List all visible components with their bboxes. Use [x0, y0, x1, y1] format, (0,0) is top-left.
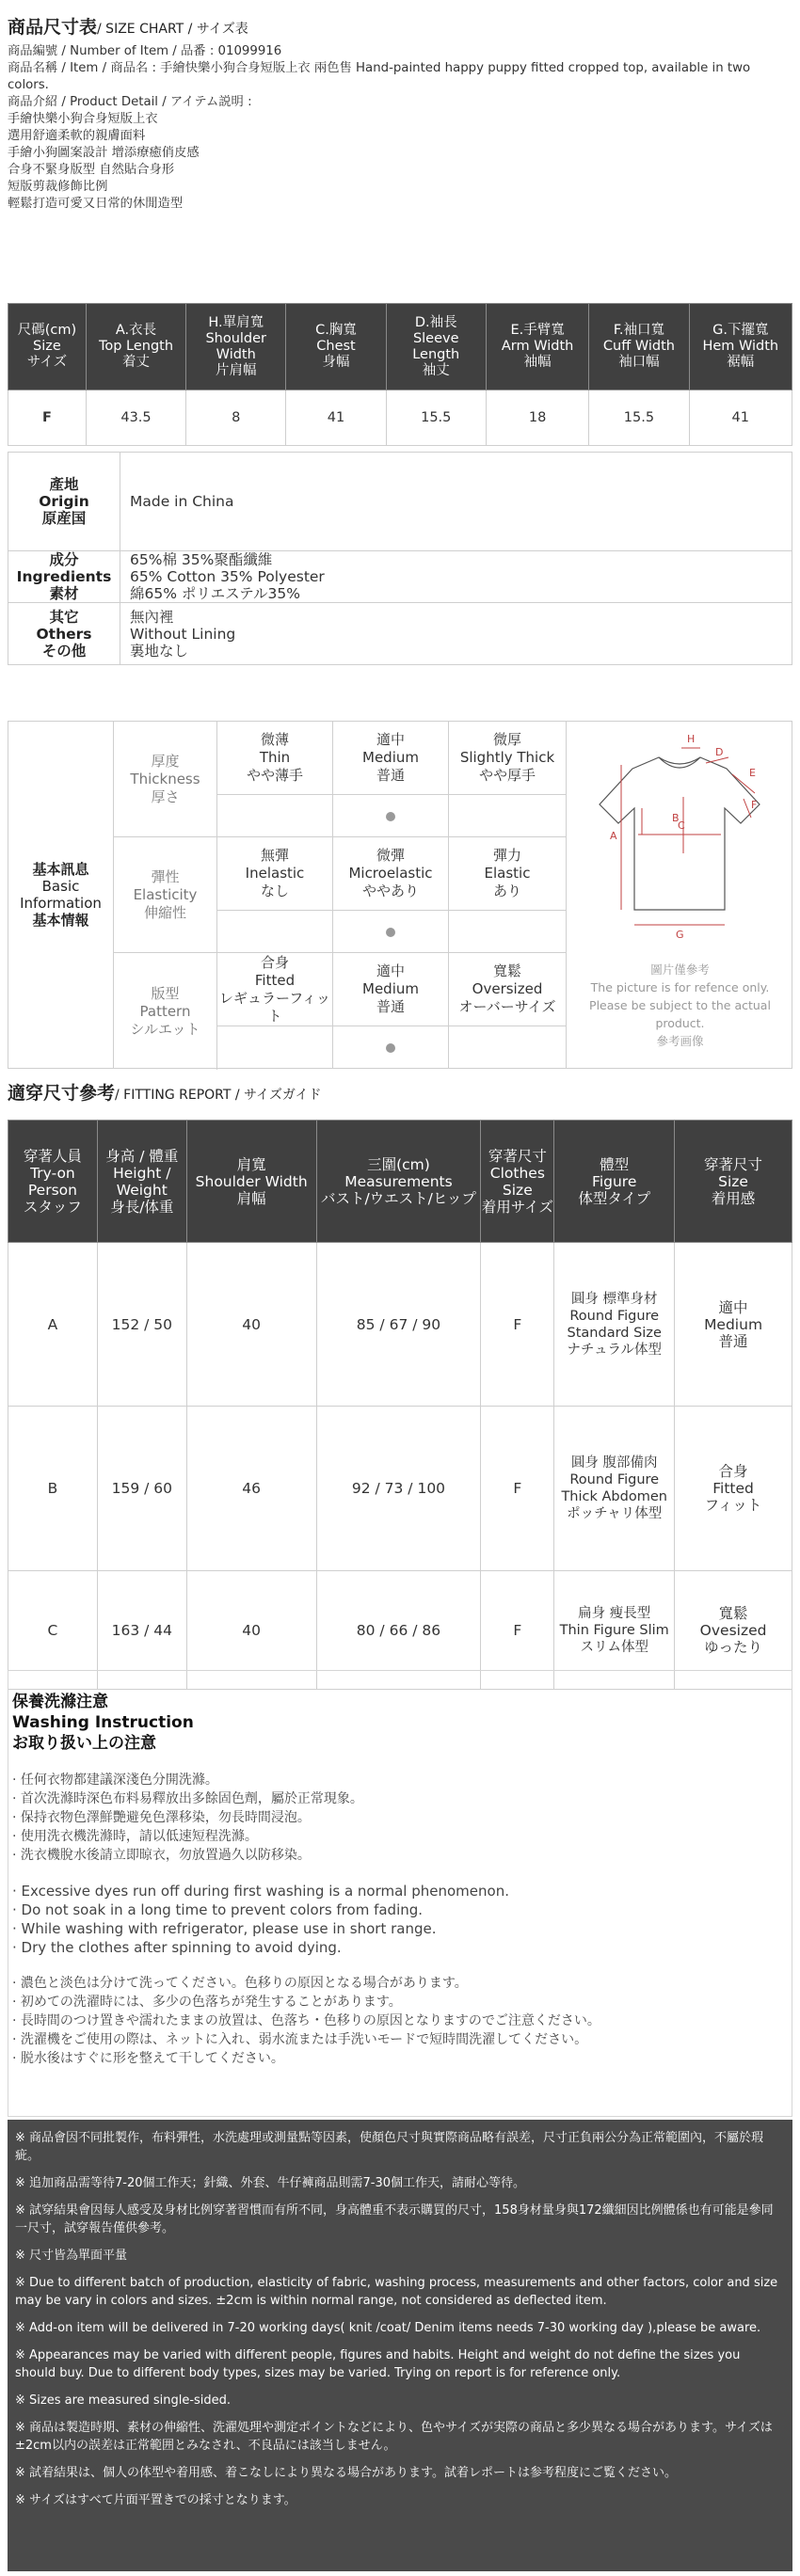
note-item: ※ Due to different batch of production, elasticity of fabric, washing process, measurements and other factors, color and size may be vary in colors and sizes. ±2cm is within normal range, not considered as deflected item.: [15, 2276, 778, 2308]
fitting-header-line: Height / Weight: [113, 1164, 171, 1199]
fitting-cell: 163 / 44: [97, 1571, 186, 1690]
info-line: 手繪小狗圖案設計 增添療癒俏皮感: [8, 146, 200, 160]
washing-item: · 洗濯機をご使用の際は、ネットに入れ、弱水流または手洗いモードで短時間洗濯してください。: [12, 2032, 588, 2047]
info-line: 商品介紹 / Product Detail / アイテム説明 :: [8, 95, 252, 109]
selected-dot-icon: [386, 1043, 395, 1053]
size-cell: 15.5: [386, 390, 486, 446]
attribute-option-line: 合身: [260, 953, 289, 971]
washing-item: · Dry the clothes after spinning to avoid dying.: [12, 1939, 342, 1956]
note-item: ※ Sizes are measured single-sided.: [15, 2393, 232, 2408]
washing-item: · Do not soak in a long time to prevent colors from fading.: [12, 1901, 424, 1918]
attribute-dot-cell: [217, 911, 333, 953]
attribute-label-line: Elasticity: [133, 885, 198, 903]
page-title: 商品尺寸表/ SIZE CHART / サイズ表: [8, 17, 248, 38]
fitting-header: [675, 1121, 792, 1243]
caption-line: 參考画像: [656, 1034, 704, 1048]
washing-gap: [12, 1957, 792, 1974]
note-item: ※ 商品は製造時期、素材の伸縮性、洗濯処理や測定ポイントなどにより、色やサイズが実際の商品と多少異なる場合があります。サイズは±2cm以内の誤差は正常範囲とみなされ、不良品には該当しません。: [15, 2421, 773, 2453]
fitting-header-line: Shoulder Width: [195, 1172, 308, 1190]
washing-item: · 任何衣物都建議深淺色分開洗滌。: [12, 1773, 218, 1788]
size-cell: 43.5: [86, 390, 185, 446]
attribute-label-line: シルエット: [130, 1020, 200, 1038]
figure-line: Round Figure Thick Abdomen: [561, 1472, 667, 1504]
garment-diagram: [566, 722, 792, 1068]
fitting-header: [97, 1121, 186, 1243]
info-line: 商品編號 / Number of Item / 品番 : 01099916: [8, 44, 282, 58]
attribute-option-line: 微厚: [492, 731, 521, 748]
fitting-cell: B: [8, 1407, 98, 1571]
material-key: [8, 551, 120, 603]
note-item: ※ Add-on item will be delivered in 7-20 working days( knit /coat/ Denim items needs 7-30 working day ),please be aware.: [15, 2321, 761, 2335]
attribute-option-line: Oversized: [472, 980, 543, 997]
fitting-cell: 92 / 73 / 100: [316, 1407, 481, 1571]
material-key-zh: 其它: [49, 608, 79, 626]
material-key: [8, 603, 120, 665]
attribute-option-line: レギュラーフィット: [218, 989, 331, 1025]
washing-item: · 洗衣機脫水後請立即晾衣，勿放置過久以防移染。: [12, 1848, 311, 1863]
washing-title-line: 保養洗滌注意: [12, 1693, 108, 1711]
size-header: [286, 304, 386, 390]
attribute-option-line: Inelastic: [245, 865, 305, 882]
attribute-option-line: Medium: [362, 980, 419, 997]
washing-title: [12, 1692, 792, 1754]
material-value-line: 裏地なし: [130, 642, 189, 660]
attribute-label-line: 伸縮性: [143, 903, 186, 921]
fitting-header-line: 三圍(cm): [367, 1155, 430, 1173]
washing-item: · 使用洗衣機洗滌時，請以低速短程洗滌。: [12, 1829, 258, 1844]
attribute-grid: [114, 722, 566, 1068]
materials-table: [8, 452, 792, 665]
fitting-header: [554, 1121, 675, 1243]
diagram-letter: C: [678, 819, 685, 832]
fit-line: 合身: [718, 1463, 748, 1480]
diagram-letter: D: [715, 746, 724, 758]
material-value-line: Made in China: [130, 493, 234, 510]
size-chart-header: [8, 13, 792, 43]
info-line: 手繪快樂小狗合身短版上衣: [8, 112, 158, 126]
fitting-cell: 46: [186, 1407, 316, 1571]
material-value-line: 綿65% ポリエステル35%: [130, 585, 300, 602]
attribute-option-line: 彈力: [492, 847, 521, 864]
size-header-line: A.衣長: [115, 323, 157, 338]
attribute-row: [114, 953, 566, 1070]
fitting-row: [8, 1407, 792, 1571]
fitting-header-line: Try-on Person: [27, 1164, 77, 1199]
note-item: ※ 尺寸皆為單面平量: [15, 2249, 128, 2263]
material-value-line: 無內裡: [130, 608, 174, 626]
size-table: [8, 303, 792, 446]
washing-item: · 保持衣物色澤鮮艷避免色澤移染，勿長時間浸泡。: [12, 1810, 311, 1825]
diagram-letter: E: [749, 767, 756, 779]
fitting-cell: F: [481, 1407, 554, 1571]
fit-line: 普通: [718, 1332, 748, 1350]
attribute-option: [449, 837, 566, 911]
material-key-jp: その他: [41, 642, 87, 660]
washing-item: · 濃色と淡色は分けて洗ってください。色移りの原因となる場合があります。: [12, 1976, 468, 1991]
fitting-header-line: 穿著人員: [23, 1147, 82, 1165]
attribute-option: [217, 837, 333, 911]
fit-line: フィット: [704, 1497, 762, 1514]
washing-item: · 長時間のつけ置きや濡れたままの放置は、色落ち・色移りの原因となりますのでご注意ください。: [12, 2013, 600, 2028]
product-info: [8, 43, 792, 213]
material-key-en: Ingredients: [16, 568, 112, 585]
info-line: 短版剪裁修飾比例: [8, 180, 108, 194]
size-cell: 41: [286, 390, 386, 446]
fitting-header: [481, 1121, 554, 1243]
fit-line: Fitted: [712, 1480, 754, 1497]
material-key-zh: 成分: [49, 551, 79, 568]
fitting-report-table: [8, 1120, 792, 1690]
fitting-cell: A: [8, 1243, 98, 1407]
washing-gap: [12, 1865, 792, 1882]
washing-list: [12, 1771, 792, 2068]
size-header-line: 裾幅: [727, 355, 755, 370]
figure-line: ナチュラル体型: [567, 1342, 663, 1358]
size-header: [689, 304, 792, 390]
size-cell: 15.5: [589, 390, 689, 446]
size-header-line: 尺碼(cm): [17, 323, 77, 338]
attribute-option-line: あり: [492, 883, 521, 899]
caption-line: 圖片僅參考: [650, 962, 710, 977]
note-item: ※ 商品會因不同批製作，布料彈性，水洗處理或測量點等因素，使顏色尺寸與實際商品略有誤差，尺寸正負兩公分為正常範圍內，不屬於瑕疵。: [15, 2131, 764, 2163]
attribute-label: [114, 837, 217, 952]
note-item: ※ 追加商品需等待7-20個工作天；針織、外套、牛仔褲商品則需7-30個工作天，請耐心等待。: [15, 2176, 526, 2190]
attribute-option: [217, 722, 333, 795]
fitting-header: [8, 1121, 98, 1243]
attribute-option: [333, 722, 449, 795]
fitting-feel: [675, 1407, 792, 1571]
fitting-feel: [675, 1243, 792, 1407]
attribute-option-line: 適中: [376, 731, 405, 748]
size-header-line: Top Length: [98, 339, 174, 354]
size-row: [8, 390, 792, 446]
washing-title-line: お取り扱い上の注意: [12, 1734, 156, 1753]
fitting-cell: 159 / 60: [97, 1407, 186, 1571]
fitting-header-line: 身長/体重: [110, 1198, 174, 1216]
picture-caption: [567, 961, 793, 1050]
fitting-header: [186, 1121, 316, 1243]
size-header-line: D.袖長: [414, 314, 457, 330]
attribute-dot-cell: [449, 795, 566, 837]
fitting-header-line: 体型タイプ: [578, 1189, 651, 1207]
diagram-letter: G: [676, 929, 684, 941]
material-key-en: Origin: [39, 493, 89, 510]
caption-line: Please be subject to the actual product.: [589, 998, 771, 1030]
diagram-letter: F: [751, 799, 758, 811]
washing-instructions: [8, 1670, 792, 2117]
size-cell: 41: [689, 390, 792, 446]
size-header-line: サイズ: [26, 355, 68, 370]
size-header: [86, 304, 185, 390]
attribute-option-line: 適中: [376, 962, 405, 979]
size-header-line: Sleeve Length: [412, 330, 460, 362]
material-key-en: Others: [36, 625, 92, 643]
size-header-line: E.手臂寬: [510, 323, 565, 338]
selected-dot-icon: [386, 812, 395, 821]
fit-line: ゆったり: [704, 1638, 762, 1656]
attribute-option-line: ややあり: [361, 883, 419, 899]
size-header-line: F.袖口寬: [613, 323, 664, 338]
attribute-dot-cell: [333, 911, 449, 953]
size-header: [386, 304, 486, 390]
material-value: [120, 453, 792, 551]
fitting-report-title: 適穿尺寸參考/ FITTING REPORT / サイズガイド: [8, 1083, 322, 1104]
basic-info-panel: [8, 721, 792, 1069]
attribute-option-line: 寬鬆: [492, 962, 521, 979]
figure-line: 圓身 腹部備肉: [570, 1455, 658, 1471]
fit-line: Ovesized: [699, 1621, 767, 1639]
attribute-option-line: 普通: [376, 767, 405, 784]
fitting-header-line: 肩寬: [236, 1155, 266, 1173]
attribute-option: [217, 953, 333, 1026]
size-header-line: 袖丈: [422, 362, 450, 378]
attribute-option: [333, 837, 449, 911]
attribute-option: [449, 953, 566, 1026]
material-value-line: 65%棉 35%聚酯纖維: [130, 551, 273, 568]
fitting-header-line: Figure: [592, 1172, 637, 1190]
attribute-option-line: 無彈: [260, 847, 289, 864]
fitting-header-line: 肩幅: [236, 1189, 266, 1207]
attribute-label-line: 厚度: [151, 752, 180, 770]
fitting-header-line: スタッフ: [23, 1198, 82, 1216]
material-row: [8, 603, 792, 665]
washing-item: · Excessive dyes run off during first washing is a normal phenomenon.: [12, 1883, 509, 1900]
fitting-cell: F: [481, 1571, 554, 1690]
fitting-header-line: バスト/ウエスト/ヒップ: [320, 1189, 476, 1207]
diagram-letter: B: [672, 812, 680, 824]
size-header-line: Shoulder Width: [205, 330, 267, 362]
material-value: [120, 603, 792, 665]
attribute-label-line: 版型: [151, 984, 180, 1002]
material-value-line: Without Lining: [130, 625, 236, 643]
figure-line: Round Figure Standard Size: [567, 1308, 662, 1341]
figure-line: 扁身 瘦長型: [578, 1605, 651, 1621]
note-item: ※ 試着結果は、個人の体型や着用感、着こなしにより異なる場合があります。試着レポートは参考程度にご覧ください。: [15, 2466, 677, 2480]
fit-line: 適中: [718, 1298, 748, 1316]
attribute-option-line: 普通: [376, 998, 405, 1015]
material-key-jp: 素材: [49, 585, 79, 602]
attribute-dot-cell: [217, 795, 333, 837]
size-header-line: 片肩幅: [216, 362, 257, 378]
fitting-cell: 152 / 50: [97, 1243, 186, 1407]
note-item: ※ Appearances may be varied with different people, figures and habits. Height and weight do not define the sizes you should buy. Due to different body types, sizes may be varied. Trying on report is for reference only.: [15, 2348, 741, 2380]
washing-item: · 脱水後はすぐに形を整えて干してください。: [12, 2051, 284, 2066]
fitting-header-line: 穿著尺寸: [488, 1147, 547, 1165]
size-header-line: G.下擺寬: [712, 323, 769, 338]
material-key-zh: 產地: [49, 476, 79, 493]
washing-item: · While washing with refrigerator, please use in short range.: [12, 1920, 437, 1937]
info-line: 合身不緊身版型 自然貼合身形: [8, 163, 175, 177]
attribute-row: [114, 837, 566, 953]
diagram-letter: A: [610, 830, 617, 842]
fitting-header: [316, 1121, 481, 1243]
attribute-dot-cell: [449, 1026, 566, 1069]
attribute-label-line: Thickness: [130, 770, 200, 787]
fitting-header-line: 穿著尺寸: [704, 1155, 763, 1173]
size-header-line: Size: [33, 339, 61, 354]
size-header-line: Arm Width: [501, 339, 574, 354]
attribute-label-line: Pattern: [139, 1002, 191, 1020]
attribute-option-line: 微薄: [260, 731, 289, 748]
figure-line: 圓身 標準身材: [570, 1291, 658, 1307]
attribute-option-line: Microelastic: [348, 865, 433, 882]
fitting-figure: [554, 1407, 675, 1571]
size-cell: F: [8, 390, 87, 446]
attribute-option-line: やや厚手: [478, 767, 536, 784]
fit-line: 寬鬆: [718, 1604, 748, 1622]
attribute-option: [449, 722, 566, 795]
attribute-dot-cell: [333, 1026, 449, 1069]
attribute-dot-cell: [217, 1026, 333, 1069]
note-item: ※ 試穿結果會因每人感受及身材比例穿著習慣而有所不同，身高體重不表示購買的尺寸，158身材量身與172纖細因比例體係也有可能是參同一尺寸，試穿報告僅供參考。: [15, 2203, 774, 2235]
size-header: [8, 304, 87, 390]
diagram-letter: H: [687, 733, 696, 745]
material-row: [8, 453, 792, 551]
size-header-line: H.單肩寬: [208, 314, 264, 330]
fitting-header-line: Clothes Size: [489, 1164, 545, 1199]
note-item: ※ サイズはすべて片面平置きでの採寸となります。: [15, 2493, 296, 2507]
selected-dot-icon: [386, 928, 395, 937]
size-header-line: 袖幅: [523, 355, 552, 370]
attribute-option-line: Slightly Thick: [459, 749, 555, 766]
attribute-option-line: 微彈: [376, 847, 405, 864]
attribute-option-line: Thin: [259, 749, 291, 766]
size-header: [486, 304, 588, 390]
info-line: 商品名稱 / Item / 商品名 : 手繪快樂小狗合身短版上衣 兩色售 Hand-painted happy puppy fitted cropped top, available in two colors.: [8, 61, 751, 92]
attribute-option: [333, 953, 449, 1026]
fitting-cell: C: [8, 1571, 98, 1690]
fitting-cell: F: [481, 1243, 554, 1407]
size-header: [589, 304, 689, 390]
fit-line: Medium: [704, 1315, 763, 1333]
washing-item: · 初めての洗濯時には、多少の色落ちが発生することがあります。: [12, 1995, 402, 2010]
fitting-cell: 40: [186, 1571, 316, 1690]
fitting-header-line: 身高 / 體重: [105, 1147, 179, 1165]
washing-title-line: Washing Instruction: [12, 1713, 194, 1732]
washing-item: · 首次洗滌時深色布料易釋放出多餘固色劑，屬於正常現象。: [12, 1791, 363, 1806]
size-cell: 18: [486, 390, 588, 446]
material-row: [8, 551, 792, 603]
figure-line: Thin Figure Slim: [559, 1622, 669, 1638]
attribute-label: [114, 953, 217, 1070]
size-header-line: 袖口幅: [618, 355, 660, 370]
info-line: 選用舒適柔軟的親膚面料: [8, 129, 146, 143]
size-header-line: C.胸寬: [315, 323, 357, 338]
size-header-line: 着丈: [122, 355, 150, 370]
attribute-dot-cell: [333, 795, 449, 837]
fitting-header-line: 體型: [600, 1155, 630, 1173]
attribute-option-line: Fitted: [254, 971, 296, 989]
fitting-cell: 40: [186, 1243, 316, 1407]
attribute-label-line: 厚さ: [151, 787, 180, 805]
fitting-header-line: Size: [718, 1172, 748, 1190]
attribute-dot-cell: [449, 911, 566, 953]
material-key: [8, 453, 120, 551]
figure-line: ポッチャリ体型: [567, 1506, 663, 1521]
attribute-option-line: やや薄手: [246, 767, 303, 784]
size-header: [186, 304, 286, 390]
tshirt-diagram-icon: [567, 722, 793, 957]
attribute-label-line: 彈性: [151, 867, 180, 885]
caption-line: The picture is for refence only.: [590, 980, 770, 994]
attribute-row: [114, 722, 566, 837]
attribute-option-line: Elastic: [484, 865, 531, 882]
figure-line: スリム体型: [580, 1639, 648, 1655]
basic-info-label: 基本訊息 Basic Information 基本情報: [8, 722, 114, 1068]
fitting-cell: 85 / 67 / 90: [316, 1243, 481, 1407]
size-header-line: Chest: [316, 339, 356, 354]
fitting-header-line: 着用サイズ: [481, 1198, 553, 1216]
size-header-line: Cuff Width: [602, 339, 675, 354]
material-value-line: 65% Cotton 35% Polyester: [130, 568, 325, 585]
fitting-header-line: 着用感: [711, 1189, 756, 1207]
attribute-option-line: なし: [260, 883, 289, 899]
material-key-jp: 原産国: [41, 510, 87, 527]
fitting-header-line: Measurements: [344, 1172, 453, 1190]
info-line: 輕鬆打造可愛又日常的休閒造型: [8, 197, 184, 211]
attribute-option-line: Medium: [362, 749, 419, 766]
fitting-row: [8, 1243, 792, 1407]
size-cell: 8: [186, 390, 286, 446]
fitting-cell: 80 / 66 / 86: [316, 1571, 481, 1690]
size-header-line: 身幅: [322, 355, 350, 370]
fitting-figure: [554, 1243, 675, 1407]
attribute-option-line: オーバーサイズ: [458, 998, 556, 1015]
attribute-label: [114, 722, 217, 836]
size-header-line: Hem Width: [702, 339, 779, 354]
material-value: [120, 551, 792, 603]
notes-panel: [8, 2120, 792, 2571]
